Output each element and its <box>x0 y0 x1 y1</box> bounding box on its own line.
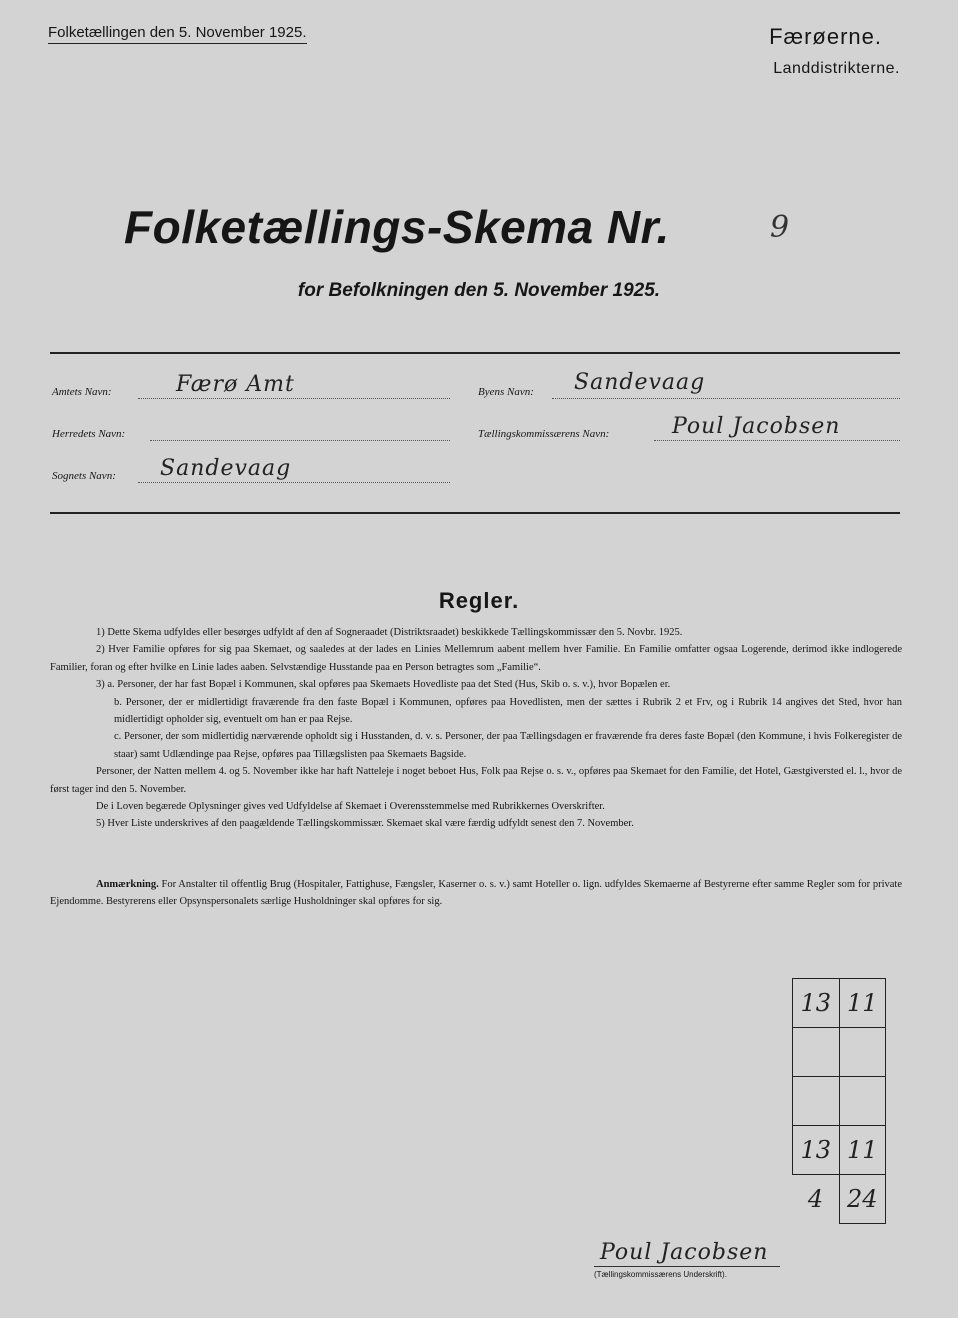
amt-value: Færø Amt <box>176 372 295 397</box>
tally-cell: 11 <box>839 1126 886 1175</box>
tally-cell: 13 <box>793 1126 840 1175</box>
kommissaer-line <box>654 440 900 441</box>
rule-3a: 3) a. Personer, der har fast Bopæl i Kommunen, skal opføres paa Skemaets Hovedliste paa det Sted (Hus, Skib o. s. v.), hvor Bopælen er. <box>96 679 671 691</box>
tally-cell: 11 <box>839 979 886 1028</box>
signature-caption: (Tællingskommissærens Underskrift). <box>594 1270 727 1279</box>
signature: Poul Jacobsen <box>600 1240 769 1265</box>
rule-4: De i Loven begærede Oplysninger gives ved Udfyldelse af Skemaet i Overensstemmelse med Rubrikkernes Overskrifter. <box>96 801 605 813</box>
tally-cell: 4 <box>807 1185 824 1214</box>
top-divider <box>50 352 900 354</box>
form-number: 9 <box>770 210 790 245</box>
tally-box <box>792 978 886 1224</box>
signature-line <box>594 1266 780 1267</box>
kommissaer-label: Tællingskommissærens Navn: <box>478 428 610 440</box>
by-line <box>552 398 900 399</box>
annotation-text: For Anstalter til offentlig Brug (Hospitaler, Fattighuse, Fængsler, Kaserner o. s. v.) samt Hoteller o. lign. udfyldes Skemaerne af Bestyrerne efter samme Regler som for private Ejendomme. Bestyrerens eller Opsynspersonalets særlige Husholdninger skal opføres for sig. <box>50 879 903 908</box>
rule-5: 5) Hver Liste underskrives af den paagældende Tællingskommissær. Skemaet skal være færdig udfyldt senest den 7. November. <box>96 818 634 830</box>
tally-cell: 13 <box>793 979 840 1028</box>
rule-2: 2) Hver Familie opføres for sig paa Skemaet, og saaledes at der lades en Linies Mellemrum aabent mellem hver Familie. En Familie omfatter ogsaa Logerende, derimod ikke indlogerede Familier, foran og efter hvilke en Linie lades aaben. Selvstændige Husstande paa en Person betragtes som „Familie“. <box>50 644 902 673</box>
by-value: Sandevaag <box>574 370 706 395</box>
annotation <box>50 876 902 911</box>
census-date-header: Folketællingen den 5. November 1925. <box>48 24 307 44</box>
sogn-line <box>138 482 450 483</box>
form-title: Folketællings-Skema Nr. <box>124 201 670 253</box>
tally-cell <box>839 1077 886 1126</box>
rule-3b: b. Personer, der er midlertidigt fraværende fra den faste Bopæl i Kommunen, opføres paa Hovedlisten, men der sættes i Rubrik 2 et Frv, og i Rubrik 14 angives det Sted, hvor han midlertidigt opholder sig, eventuelt om han er paa Rejse. <box>114 696 902 726</box>
tally-cell <box>793 1028 840 1077</box>
tally-cell <box>793 1077 840 1126</box>
tally-cell: 24 <box>839 1175 886 1224</box>
amt-line <box>138 398 450 399</box>
annotation-label: Anmærkning. <box>96 879 159 890</box>
sogn-value: Sandevaag <box>160 456 292 481</box>
sogn-label: Sognets Navn: <box>52 470 116 482</box>
rule-3d: Personer, der Natten mellem 4. og 5. November ikke har haft Natteleje i noget beboet Hus, Folk paa Rejse o. s. v., opføres paa Skemaet for den Familie, det Hotel, Gæstgiversted el. l., hvor de først tager ind den 5. November. <box>50 766 902 795</box>
region-name: Færøerne. <box>769 24 882 49</box>
amt-label: Amtets Navn: <box>52 386 112 398</box>
bottom-divider <box>50 512 900 514</box>
rules-heading: Regler. <box>438 588 520 613</box>
tally-cell <box>839 1028 886 1077</box>
rules-body <box>50 624 902 833</box>
herred-line <box>150 440 450 441</box>
kommissaer-value: Poul Jacobsen <box>672 414 841 439</box>
by-label: Byens Navn: <box>478 386 534 398</box>
herred-label: Herredets Navn: <box>52 428 126 440</box>
form-subtitle: for Befolkningen den 5. November 1925. <box>297 280 661 301</box>
rule-3c: c. Personer, der som midlertidig nærværende opholdt sig i Husstanden, d. v. s. Personer, der paa Tællingsdagen er fraværende fra deres faste Bopæl (den Kommune, i hvis Folkeregister de staar) samt Udlændinge paa Rejse, opføres paa Tillægslisten paa Skemaets Bagside. <box>114 731 902 760</box>
district-type: Landdistrikterne. <box>773 60 900 77</box>
rule-1: 1) Dette Skema udfyldes eller besørges udfyldt af den af Sogneraadet (Distriktsraadet) beskikkede Tællingskommissær den 5. Novbr. 1925. <box>96 627 683 638</box>
